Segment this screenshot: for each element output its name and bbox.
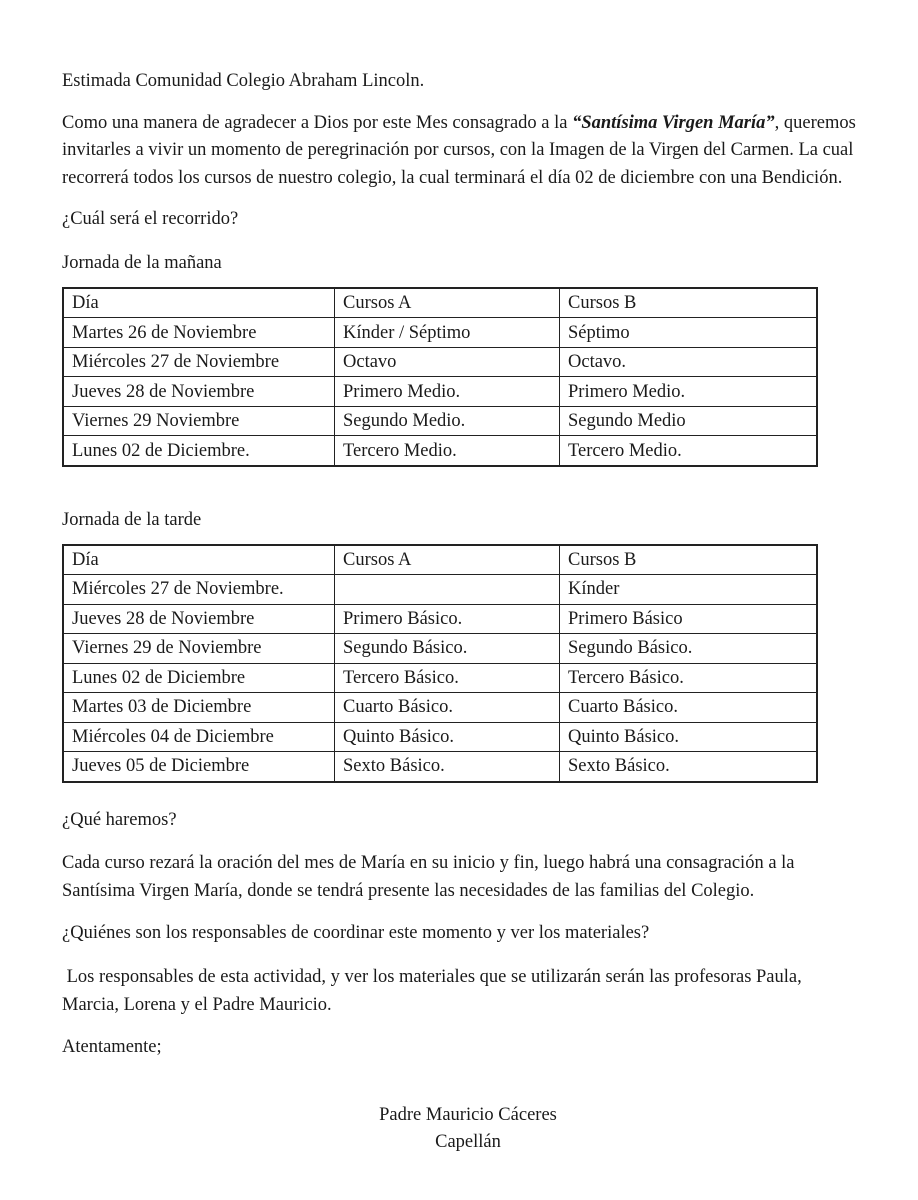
letter-body — [62, 68, 862, 1152]
table-row — [63, 347, 817, 377]
table-row — [63, 377, 817, 407]
table-cell: Sexto Básico. — [335, 752, 560, 782]
question-who: ¿Quiénes son los responsables de coordinar este momento y ver los materiales? — [62, 923, 650, 944]
table-header-cell: Día — [63, 545, 335, 575]
morning-schedule-table — [62, 287, 818, 467]
table-cell: Kínder — [560, 575, 818, 605]
afternoon-schedule-table — [62, 544, 818, 783]
intro-paragraph — [62, 110, 862, 193]
table-cell: Octavo — [335, 347, 560, 377]
closing: Atentamente; — [62, 1037, 162, 1057]
table-row — [63, 318, 817, 348]
answer-what: Cada curso rezará la oración del mes de María en su inicio y fin, luego habrá una consagración a la Santísima Virgen María, donde se tendrá presente las necesidades de las familias del Colegio. — [62, 853, 795, 901]
table-row — [63, 693, 817, 723]
table-cell: Tercero Medio. — [335, 436, 560, 466]
table-cell: Jueves 28 de Noviembre — [63, 377, 335, 407]
table-row — [63, 663, 817, 693]
table-cell: Quinto Básico. — [335, 722, 560, 752]
signature-name: Padre Mauricio Cáceres — [379, 1105, 557, 1125]
table-header-cell: Cursos A — [335, 545, 560, 575]
table-cell: Martes 03 de Diciembre — [63, 693, 335, 723]
table-header-cell: Cursos A — [335, 288, 560, 318]
signature-title: Capellán — [435, 1132, 501, 1152]
afternoon-label: Jornada de la tarde — [62, 509, 202, 530]
table-cell: Octavo. — [560, 347, 818, 377]
table-cell: Lunes 02 de Diciembre. — [63, 436, 335, 466]
table-row — [63, 406, 817, 436]
table-cell: Kínder / Séptimo — [335, 318, 560, 348]
table-cell: Quinto Básico. — [560, 722, 818, 752]
table-cell: Tercero Básico. — [560, 663, 818, 693]
table-cell: Viernes 29 Noviembre — [63, 406, 335, 436]
table-cell: Segundo Básico. — [560, 634, 818, 664]
table-cell: Primero Básico — [560, 604, 818, 634]
table-row — [63, 604, 817, 634]
table-header-row — [63, 545, 817, 575]
table-row — [63, 752, 817, 782]
table-cell: Segundo Básico. — [335, 634, 560, 664]
table-cell: Tercero Medio. — [560, 436, 818, 466]
table-cell: Sexto Básico. — [560, 752, 818, 782]
table-header-row — [63, 288, 817, 318]
table-header-cell: Cursos B — [560, 288, 818, 318]
table-cell: Miércoles 04 de Diciembre — [63, 722, 335, 752]
table-cell: Primero Medio. — [560, 377, 818, 407]
question-route: ¿Cuál será el recorrido? — [62, 209, 239, 230]
table-header-cell: Cursos B — [560, 545, 818, 575]
table-cell: Cuarto Básico. — [335, 693, 560, 723]
table-row — [63, 722, 817, 752]
table-cell: Cuarto Básico. — [560, 693, 818, 723]
table-cell: Séptimo — [560, 318, 818, 348]
table-row — [63, 575, 817, 605]
intro-text-end: , queremos invitarles a vivir un momento de peregrinación por cursos, con la Imagen de la Virgen del Carmen. La cual recorrerá todos los cursos de nuestro colegio, la cual terminará el día 02 de diciembre con una Bendición. — [62, 112, 856, 188]
greeting: Estimada Comunidad Colegio Abraham Lincoln. — [62, 71, 425, 91]
morning-label: Jornada de la mañana — [62, 253, 222, 273]
signature-block — [62, 1102, 874, 1156]
table-row — [63, 436, 817, 466]
table-cell: Miércoles 27 de Noviembre — [63, 347, 335, 377]
table-cell: Jueves 28 de Noviembre — [63, 604, 335, 634]
table-header-cell: Día — [63, 288, 335, 318]
table-cell: Jueves 05 de Diciembre — [63, 752, 335, 782]
table-cell: Viernes 29 de Noviembre — [63, 634, 335, 664]
answer-who: Los responsables de esta actividad, y ver los materiales que se utilizarán serán las profesoras Paula, Marcia, Lorena y el Padre Mauricio. — [62, 967, 807, 1015]
table-cell: Segundo Medio — [560, 406, 818, 436]
table-cell: Primero Medio. — [335, 377, 560, 407]
question-what: ¿Qué haremos? — [62, 809, 177, 830]
table-row — [63, 634, 817, 664]
intro-emphasis: “Santísima Virgen María” — [572, 112, 775, 133]
table-cell — [335, 575, 560, 605]
table-cell: Miércoles 27 de Noviembre. — [63, 575, 335, 605]
table-cell: Segundo Medio. — [335, 406, 560, 436]
table-cell: Tercero Básico. — [335, 663, 560, 693]
table-cell: Lunes 02 de Diciembre — [63, 663, 335, 693]
table-cell: Primero Básico. — [335, 604, 560, 634]
intro-text-start: Como una manera de agradecer a Dios por este Mes consagrado a la — [62, 112, 573, 133]
table-cell: Martes 26 de Noviembre — [63, 318, 335, 348]
